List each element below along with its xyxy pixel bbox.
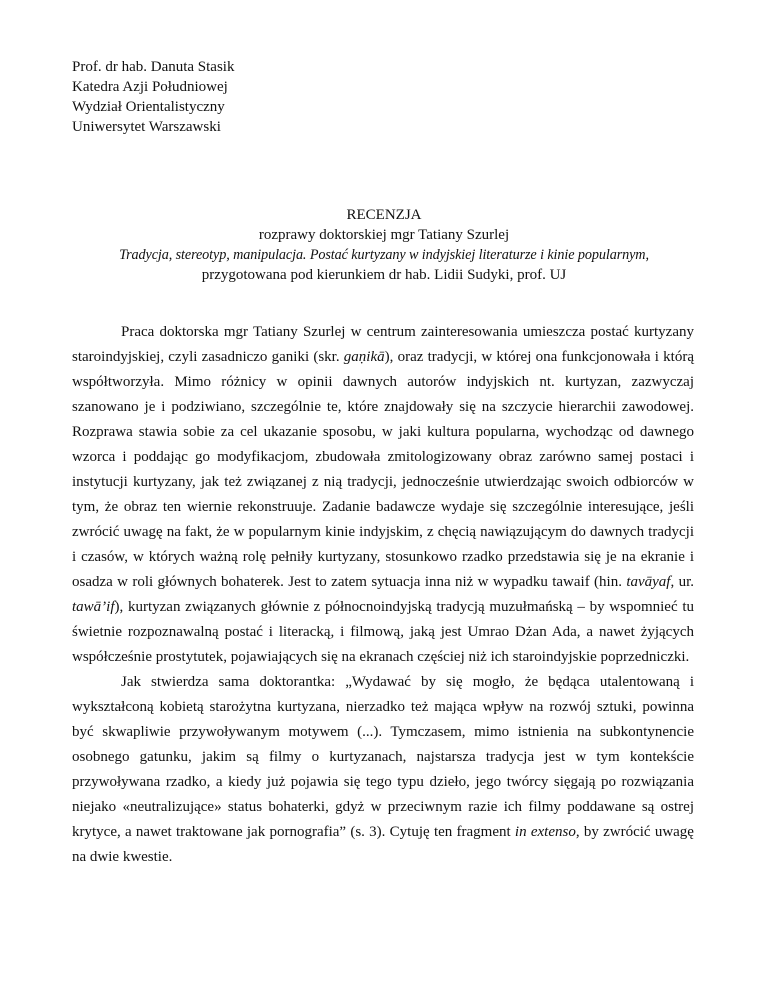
paragraph-2 <box>72 670 694 870</box>
term-tavayaf: tavāyaf <box>626 574 671 590</box>
reviewer-address-block <box>72 57 234 137</box>
faculty-name: Wydział Orientalistyczny <box>72 99 225 115</box>
term-in-extenso: in extenso <box>514 824 576 840</box>
title-block <box>60 205 708 285</box>
paragraph-2-text-a: Jak stwierdza sama doktorantka: „Wydawać by się mogło, że będąca utalentowaną i wykształconą kobietą starożytna kurtyzana, nierzadko też mająca wpływ na rozwój sztuki, powinna być skwapliwie przywoływanym motywem (...). Tymczasem, mimo istnienia na subkontynencie osobnego gatunku, jakim są filmy o kurtyzanach, najstarsza tradycja jest w tym kontekście przywoływana rzadko, a kiedy już pojawia się tego typu dzieło, jego twórcy sięgają po rozwiązania niejako «neutralizujące» status bohaterki, gdyż w przeciwnym razie ich filmy poddawane są ostrej krytyce, a nawet traktowane jak pornografia” (s. 3). Cytuję ten fragment <box>72 674 694 840</box>
paragraph-1-text-c: , ur. <box>670 574 694 590</box>
term-tawaif: tawā’if <box>72 599 115 615</box>
paragraph-1-text-b: ), oraz tradycji, w której ona funkcjonowała i którą współtworzyła. Mimo różnicy w opinii dawnych autorów indyjskich nt. kurtyzan, zazwyczaj szanowano je i podziwiano, szczególnie te, które znajdowały się na szczycie hierarchii zawodowej. Rozprawa stawia sobie za cel ukazanie sposobu, w jaki kultura popularna, wychodząc od dawnego wzorca i poddając go modyfikacjom, zbudowała zmitologizowany obraz zarówno samej postaci i instytucji kurtyzany, jak też związanej z nią tradycji, jednocześnie utwierdzając swoich odbiorców w tym, że obraz ten wiernie rekonstruuje. Zadanie badawcze wydaje się szczególnie interesujące, jeśli zwrócić uwagę na fakt, że w popularnym kinie indyjskim, z chęcią nawiązującym do dawnych tradycji i czasów, w których ważną rolę pełniły kurtyzany, stosunkowo rzadko przedstawia się je na ekranie i osadza w roli głównych bohaterek. Jest to zatem sytuacja inna niż w wypadku tawaif (hin. <box>72 349 694 590</box>
paragraph-1 <box>72 320 694 670</box>
department-name: Katedra Azji Południowej <box>72 79 228 95</box>
document-heading: RECENZJA <box>346 207 422 223</box>
dissertation-title: Tradycja, stereotyp, manipulacja. Postać kurtyzany w indyjskiej literaturze i kinie popularnym, <box>119 247 649 263</box>
supervisor-line: przygotowana pod kierunkiem dr hab. Lidii Sudyki, prof. UJ <box>201 267 567 283</box>
university-name: Uniwersytet Warszawski <box>72 119 221 135</box>
term-ganika: gaṇikā <box>343 349 385 365</box>
paragraph-1-text-a: Praca doktorska mgr Tatiany Szurlej w centrum zainteresowania umieszcza postać kurtyzany staroindyjskiej, czyli zasadniczo ganiki (skr. <box>72 324 694 365</box>
paragraph-2-text-b: , by zwrócić uwagę na dwie kwestie. <box>72 824 694 865</box>
review-subject: rozprawy doktorskiej mgr Tatiany Szurlej <box>258 227 510 243</box>
reviewer-name: Prof. dr hab. Danuta Stasik <box>72 59 235 75</box>
review-body <box>72 320 694 870</box>
paragraph-1-text-d: ), kurtyzan związanych głównie z północnoindyjską tradycją muzułmańską – by wspomnieć tu świetnie rozpoznawalną postać i literacką, i filmową, jaką jest Umrao Dżan Ada, a nawet żyjących współcześnie prostytutek, pojawiających się na ekranach częściej niż ich staroindyjskie poprzedniczki. <box>72 599 694 665</box>
